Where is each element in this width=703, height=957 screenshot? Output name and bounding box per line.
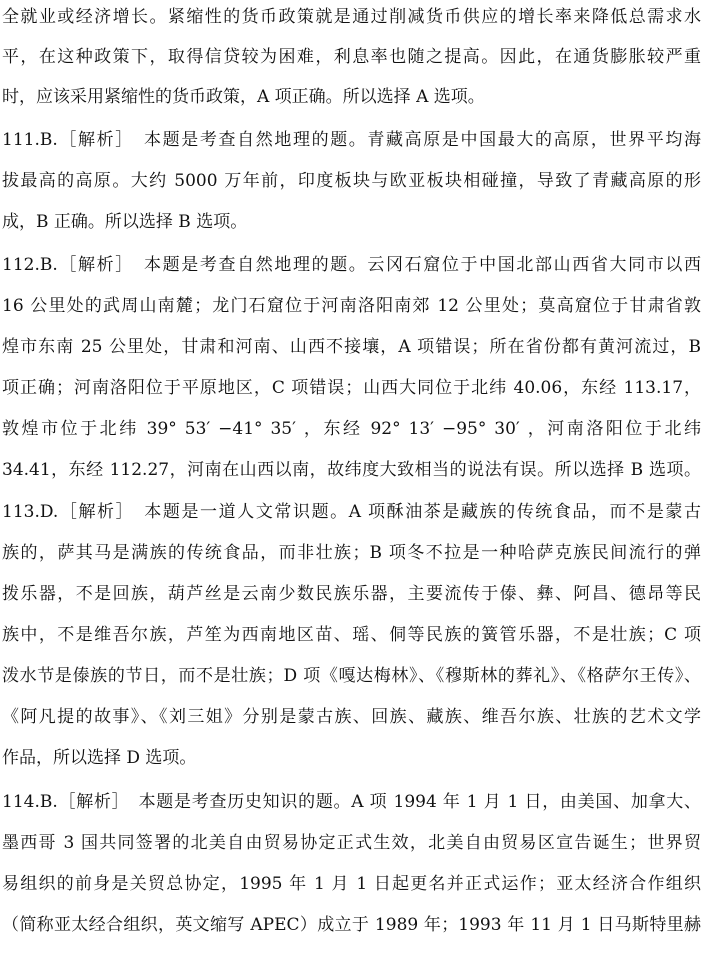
text-line: 16 公里处的武周山南麓；龙门石窟位于河南洛阳南郊 12 公里处；莫高窟位于甘肃省敦	[2, 296, 701, 316]
text-line: 成，B 正确。所以选择 B 选项。	[2, 212, 248, 232]
answer-113-line: 113.D.［解析］ 本题是一道人文常识题。A 项酥油茶是藏族的传统食品，而不是蒙古	[2, 502, 701, 522]
answer-112-line: 112.B.［解析］ 本题是考查自然地理的题。云冈石窟位于中国北部山西省大同市以西	[2, 255, 701, 275]
text-line: 拨乐器，不是回族，葫芦丝是云南少数民族乐器，主要流传于傣、彝、阿昌、德昂等民	[2, 584, 701, 604]
text-line: （简称亚太经合组织，英文缩写 APEC）成立于 1989 年；1993 年 11 月 1 日马斯特里赫	[2, 915, 701, 935]
text-line: 34.41，东经 112.27，河南在山西以南，故纬度大致相当的说法有误。所以选择 B 选项。	[2, 460, 701, 480]
text-line: 项正确；河南洛阳位于平原地区，C 项错误；山西大同位于北纬 40.06，东经 113.17，	[2, 378, 701, 398]
text-line: 易组织的前身是关贸总协定，1995 年 1 月 1 日起更名并正式运作；亚太经济合作组织	[2, 874, 701, 894]
text-line: 时，应该采用紧缩性的货币政策，A 项正确。所以选择 A 选项。	[2, 87, 485, 107]
text-line: 族中，不是维吾尔族，芦笙为西南地区苗、瑶、侗等民族的簧管乐器，不是壮族；C 项	[2, 625, 701, 645]
text-line: 泼水节是傣族的节日，而不是壮族；D 项《嘎达梅林》、《穆斯林的葬礼》、《格萨尔王传》、	[2, 666, 701, 686]
answer-114-line: 114.B.［解析］ 本题是考查历史知识的题。A 项 1994 年 1 月 1 日，由美国、加拿大、	[2, 792, 701, 812]
text-line: 敦煌市位于北纬 39° 53′ −41° 35′ ，东经 92° 13′ −95° 30′ ，河南洛阳位于北纬	[2, 419, 701, 439]
text-line: 全就业或经济增长。紧缩性的货币政策就是通过削减货币供应的增长率来降低总需求水	[2, 7, 701, 27]
text-line: 平，在这种政策下，取得信贷较为困难，利息率也随之提高。因此，在通货膨胀较严重	[2, 47, 701, 67]
text-line: 拔最高的高原。大约 5000 万年前，印度板块与欧亚板块相碰撞，导致了青藏高原的形	[2, 171, 701, 191]
text-line: 《阿凡提的故事》、《刘三姐》分别是蒙古族、回族、藏族、维吾尔族、壮族的艺术文学	[2, 707, 701, 727]
answer-111-line: 111.B.［解析］ 本题是考查自然地理的题。青藏高原是中国最大的高原，世界平均海	[2, 130, 701, 150]
text-line: 煌市东南 25 公里处，甘肃和河南、山西不接壤，A 项错误；所在省份都有黄河流过，B	[2, 337, 701, 357]
text-line: 作品，所以选择 D 选项。	[2, 748, 197, 768]
text-line: 族的，萨其马是满族的传统食品，而非壮族；B 项冬不拉是一种哈萨克族民间流行的弹	[2, 543, 701, 563]
text-line: 墨西哥 3 国共同签署的北美自由贸易协定正式生效，北美自由贸易区宣告诞生；世界贸	[2, 833, 701, 853]
